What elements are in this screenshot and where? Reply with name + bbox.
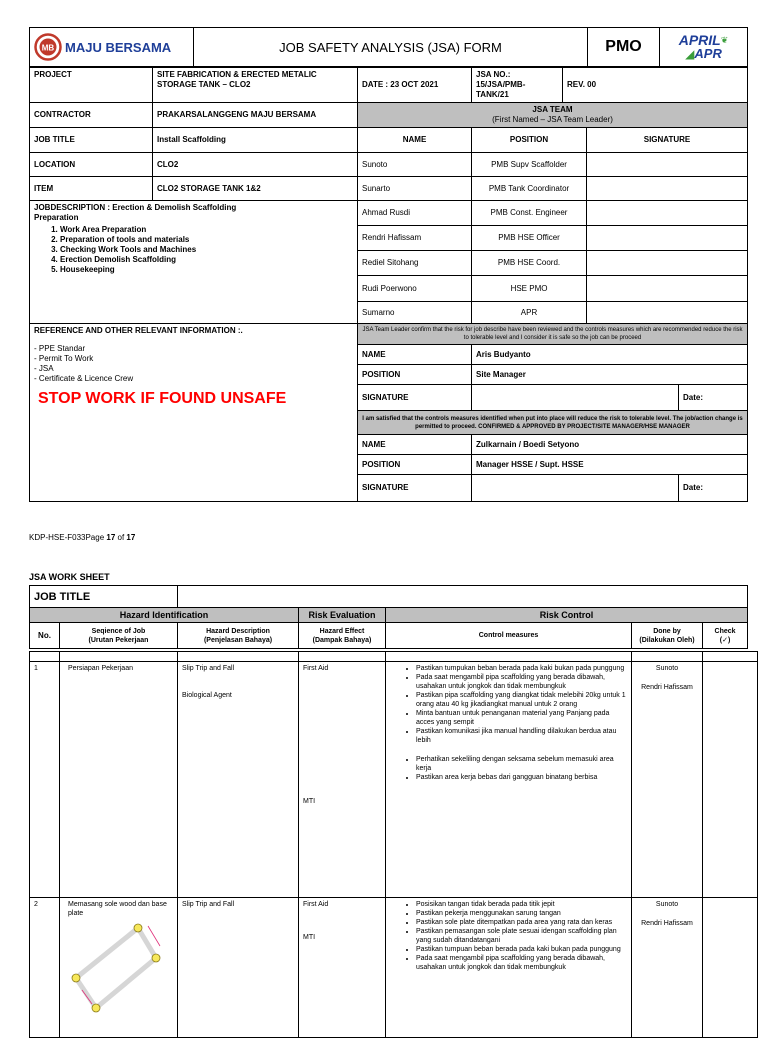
team-member-signature xyxy=(587,251,748,276)
risk-evaluation-header: Risk Evaluation xyxy=(299,608,386,623)
april-logo-text: APRIL xyxy=(678,31,721,48)
control-item: • Pastikan komunikasi jika manual handling dilakukan berdua atau lebih xyxy=(416,727,627,745)
job-title-value: Install Scaffolding xyxy=(153,128,358,153)
company-logo-cell xyxy=(30,28,194,67)
leader-name: Aris Budyanto xyxy=(472,345,748,365)
hazard-identification-header: Hazard Identification xyxy=(30,608,299,623)
jsa-form-table xyxy=(29,67,748,502)
team-member-signature xyxy=(587,226,748,251)
apr-wing-icon: ◢ xyxy=(685,46,695,61)
approver-position: Manager HSSE / Supt. HSSE xyxy=(472,455,748,475)
team-col-name: NAME xyxy=(358,128,472,153)
team-member-name: Rudi Poerwono xyxy=(358,276,472,302)
approver-signature xyxy=(472,475,679,502)
col-hazard-effect: Hazard Effect (Dampak Bahaya) xyxy=(299,623,386,649)
worksheet-title: JSA WORK SHEET xyxy=(29,572,110,582)
revision: REV. 00 xyxy=(563,68,748,103)
contractor-label: CONTRACTOR xyxy=(30,103,153,128)
row-sequence: Memasang sole wood dan base plate xyxy=(60,898,178,1038)
team-member-position: PMB Tank Coordinator xyxy=(472,177,587,201)
team-member-name: Sunarto xyxy=(358,177,472,201)
team-member-position: APR xyxy=(472,302,587,324)
col-sequence: Seqience of Job (Urutan Pekerjaan xyxy=(60,623,178,649)
leader-position: Site Manager xyxy=(472,365,748,385)
job-title-label: JOB TITLE xyxy=(30,128,153,153)
item-value: CLO2 STORAGE TANK 1&2 xyxy=(153,177,358,201)
leader-name-label: NAME xyxy=(358,345,472,365)
page-number: 17 xyxy=(106,533,116,542)
control-item: • Minta bantuan untuk penanganan material yang Panjang pada acces yang sempit xyxy=(416,709,627,727)
april-logo-cell xyxy=(660,28,748,67)
job-step: 2. Preparation of tools and materials xyxy=(60,235,353,245)
reference-item: - Permit To Work xyxy=(34,354,353,364)
team-member-name: Rediel Sitohang xyxy=(358,251,472,276)
form-title: JOB SAFETY ANALYSIS (JSA) FORM xyxy=(194,28,588,67)
control-item: • Pastikan area kerja bebas dari gangguan binatang berbisa xyxy=(416,773,627,782)
control-item: • Pastikan tumpuan beban berada pada kaki bukan pada punggung xyxy=(416,945,627,954)
worksheet-job-title-value xyxy=(178,586,748,608)
row-check xyxy=(703,898,758,1038)
row-hazard: Slip Trip and Fall xyxy=(178,898,299,1038)
project-value: SITE FABRICATION & ERECTED METALIC STORAGE TANK – CLO2 xyxy=(153,68,358,103)
leaf-icon: ❦ xyxy=(720,34,729,45)
table-row xyxy=(30,898,758,1038)
reference-info: REFERENCE AND OTHER RELEVANT INFORMATION :. - PPE Standar - Permit To Work - JSA - Certificate & Licence Crew STOP WORK IF FOUND UNSAFE xyxy=(30,324,358,502)
page-total: 17 xyxy=(126,533,136,542)
table-row xyxy=(30,662,758,898)
project-label: PROJECT xyxy=(30,68,153,103)
team-col-position: POSITION xyxy=(472,128,587,153)
control-item: • Pastikan sole plate ditempatkan pada area yang rata dan keras xyxy=(416,918,627,927)
worksheet-rows xyxy=(29,651,758,1038)
reference-item: - JSA xyxy=(34,364,353,374)
team-member-signature xyxy=(587,302,748,324)
col-done-by: Done by (Dilakukan Oleh) xyxy=(632,623,703,649)
maju-bersama-logo-icon xyxy=(34,33,62,61)
col-hazard-description: Hazard Description (Penjelasan Bahaya) xyxy=(178,623,299,649)
row-done-by: Sunoto Rendri Hafissam xyxy=(632,898,703,1038)
job-step: 4. Erection Demolish Scaffolding xyxy=(60,255,353,265)
svg-text:MB: MB xyxy=(41,43,55,53)
risk-control-header: Risk Control xyxy=(386,608,748,623)
control-item: • Pastikan tumpukan beban berada pada kaki bukan pada punggung xyxy=(416,664,627,673)
reference-item: - PPE Standar xyxy=(34,344,353,354)
job-step: 3. Checking Work Tools and Machines xyxy=(60,245,353,255)
approver-name-label: NAME xyxy=(358,435,472,455)
leader-signature-label: SIGNATURE xyxy=(358,385,472,411)
jsa-team-header: JSA TEAM (First Named – JSA Team Leader) xyxy=(358,103,748,128)
sole-plate-diagram-icon xyxy=(68,920,164,1016)
control-item: • Pastikan pipa scaffolding yang diangkat tidak melebihi 20kg untuk 1 orang atau 40 kg jikadiangkat manual untuk 2 orang xyxy=(416,691,627,709)
job-description: JOBDESCRIPTION : Erection & Demolish Scaffolding Preparation 1. Work Area Preparation 2. Preparation of tools and materials 3. Checking Work Tools and Machines 4. Erection Demolish Scaffolding 5. Housekeeping xyxy=(30,201,358,324)
date-field: DATE : 23 OCT 2021 xyxy=(358,68,472,103)
row-controls xyxy=(386,662,632,898)
location-label: LOCATION xyxy=(30,153,153,177)
control-item: • Pada saat mengambil pipa scaffolding yang berada dibawah, usahakan untuk jongkok dan tidak membungkuk xyxy=(416,954,627,972)
leader-signature xyxy=(472,385,679,411)
row-no: 2 xyxy=(30,898,60,1038)
row-hazard: Slip Trip and Fall Biological Agent xyxy=(178,662,299,898)
team-col-signature: SIGNATURE xyxy=(587,128,748,153)
team-member-name: Ahmad Rusdi xyxy=(358,201,472,226)
team-member-name: Rendri Hafissam xyxy=(358,226,472,251)
row-effect: First Aid MTI xyxy=(299,898,386,1038)
team-member-signature xyxy=(587,276,748,302)
form-header xyxy=(29,27,748,67)
team-member-position: HSE PMO xyxy=(472,276,587,302)
doc-code: KDP-HSE-F033Page xyxy=(29,533,107,542)
job-step: 1. Work Area Preparation xyxy=(60,225,353,235)
row-check xyxy=(703,662,758,898)
team-member-name: Sunoto xyxy=(358,153,472,177)
approver-signature-label: SIGNATURE xyxy=(358,475,472,502)
team-member-signature xyxy=(587,177,748,201)
team-member-position: PMB HSE Officer xyxy=(472,226,587,251)
team-member-signature xyxy=(587,201,748,226)
leader-position-label: POSITION xyxy=(358,365,472,385)
company-name: MAJU BERSAMA xyxy=(65,39,172,55)
row-controls xyxy=(386,898,632,1038)
approver-date-label: Date: xyxy=(679,475,748,502)
control-item: • Perhatikan sekeliling dengan seksama sebelum memasuki area kerja xyxy=(416,755,627,773)
col-no: No. xyxy=(30,623,60,649)
approver-position-label: POSITION xyxy=(358,455,472,475)
item-label: ITEM xyxy=(30,177,153,201)
approver-name: Zulkarnain / Boedi Setyono xyxy=(472,435,748,455)
row-sequence: Persiapan Pekerjaan xyxy=(60,662,178,898)
control-item: • Posisikan tangan tidak berada pada titik jepit xyxy=(416,900,627,909)
team-member-signature xyxy=(587,153,748,177)
row-effect: First Aid MTI xyxy=(299,662,386,898)
row-done-by: Sunoto Rendri Hafissam xyxy=(632,662,703,898)
location-value: CLO2 xyxy=(153,153,358,177)
job-step: 5. Housekeeping xyxy=(60,265,353,275)
leader-statement: JSA Team Leader confirm that the risk for job describe have been reviewed and the controls measures which are recommended reduce the risk to tolerable level and I consider it is safe so the job can be proceed xyxy=(358,324,748,345)
col-control-measures: Control measures xyxy=(386,623,632,649)
team-member-position: PMB Const. Engineer xyxy=(472,201,587,226)
pmo-label: PMO xyxy=(588,28,660,67)
team-member-name: Sumarno xyxy=(358,302,472,324)
page-footer: KDP-HSE-F033Page 17 of 17 xyxy=(29,533,136,542)
stop-work-warning: STOP WORK IF FOUND UNSAFE xyxy=(38,390,287,407)
leader-date-label: Date: xyxy=(679,385,748,411)
control-item: • Pastikan pemasangan sole plate sesuai idengan scaffolding plan yang sudah ditandatangani xyxy=(416,927,627,945)
spacer-cell xyxy=(30,652,60,662)
team-member-position: PMB HSE Coord. xyxy=(472,251,587,276)
approval-statement: I am satisfied that the controls measures identified when put into place will reduce the risk to tolerable level. The job/action change is permitted to proceed. CONFIRMED & APPROVED BY PROJECT/SITE MANAGER/HSE MANAGER xyxy=(358,411,748,435)
row-no: 1 xyxy=(30,662,60,898)
apr-logo-text: APR xyxy=(694,45,722,61)
control-item: • Pastikan pekerja menggunakan sarung tangan xyxy=(416,909,627,918)
control-item: • Pada saat mengambil pipa scaffolding yang berada dibawah, usahakan untuk jongkok dan tidak membungkuk xyxy=(416,673,627,691)
contractor-value: PRAKARSALANGGENG MAJU BERSAMA xyxy=(153,103,358,128)
worksheet-job-title-label: JOB TITLE xyxy=(30,586,178,608)
reference-item: - Certificate & Licence Crew xyxy=(34,374,353,384)
jsa-number: JSA NO.: 15/JSA/PMB-TANK/21 xyxy=(472,68,563,103)
col-check: Check (✓) xyxy=(703,623,748,649)
team-member-position: PMB Supv Scaffolder xyxy=(472,153,587,177)
worksheet-header xyxy=(29,585,748,649)
